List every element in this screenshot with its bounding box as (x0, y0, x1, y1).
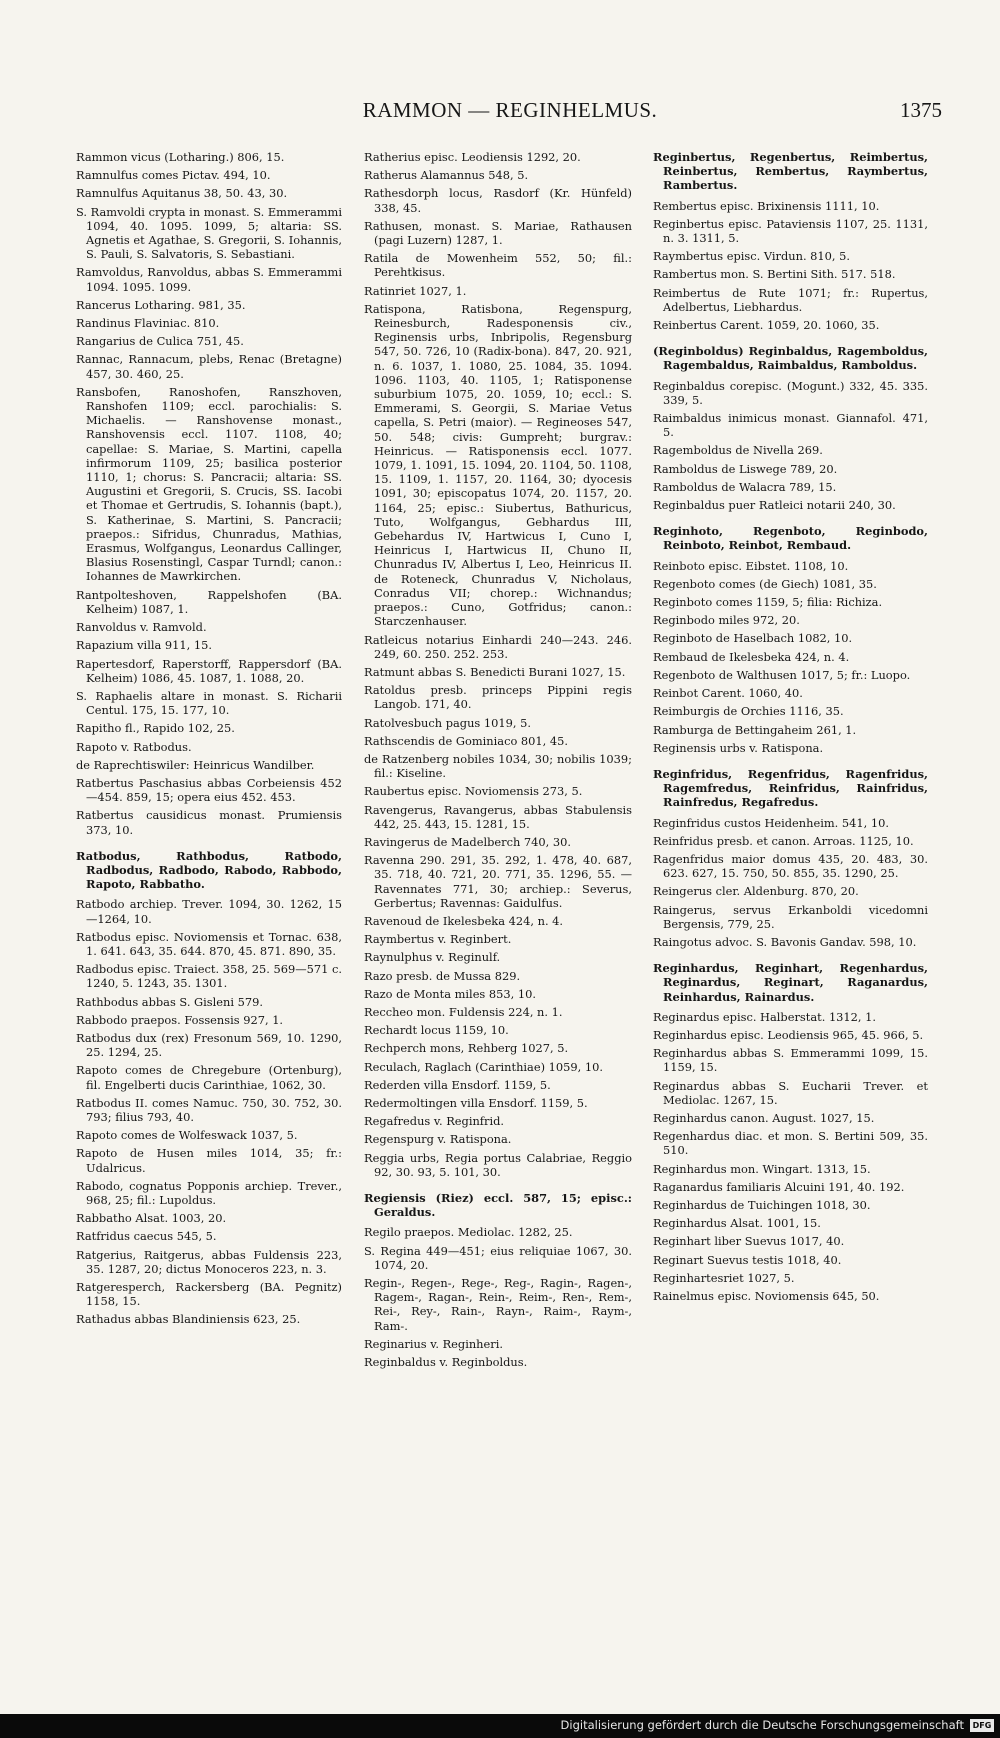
dfg-logo: DFG (970, 1719, 994, 1732)
index-entry: Reingerus cler. Aldenburg. 870, 20. (653, 884, 859, 899)
index-entry: Regilo praepos. Mediolac. 1282, 25. (364, 1225, 573, 1240)
index-entry: S. Ramvoldi crypta in monast. S. Emmerammi 1094, 40. 1095. 1099, 5; altaria: SS. Agnetis et Agathae, S. Gregorii, S. Iohannis, S. Pauli, S. Salvatoris, S. Sebastiani. (76, 204, 342, 262)
index-entry: Rapoto comes de Wolfeswack 1037, 5. (76, 1128, 298, 1143)
index-entry: Raingotus advoc. S. Bavonis Gandav. 598, 10. (653, 934, 917, 949)
index-entry: Regenspurg v. Ratispona. (364, 1132, 512, 1147)
index-entry: Ragenfridus maior domus 435, 20. 483, 30. 623. 627, 15. 750, 50. 855, 35. 1290, 25. (653, 851, 928, 881)
page-title: RAMMON — REGINHELMUS. (362, 98, 658, 122)
index-entry: Raymbertus v. Reginbert. (364, 932, 512, 947)
index-entry: Regenboto comes (de Giech) 1081, 35. (653, 576, 877, 591)
index-column-1 (76, 150, 342, 1700)
index-entry: Ratbertus Paschasius abbas Corbeiensis 452—454. 859, 15; opera eius 452. 453. (76, 775, 342, 805)
index-entry: S. Raphaelis altare in monast. S. Richarii Centul. 175, 15. 177, 10. (76, 688, 342, 718)
index-entry: Ratherius episc. Leodiensis 1292, 20. (364, 150, 581, 164)
index-entry: Rapoto comes de Chregebure (Ortenburg), fil. Engelberti ducis Carinthiae, 1062, 30. (76, 1063, 342, 1092)
index-entry: Reinbot Carent. 1060, 40. (653, 686, 803, 701)
index-entry: Reginhardus abbas S. Emmerammi 1099, 15. 1159, 15. (653, 1046, 928, 1075)
index-entry: Reginbertus, Regenbertus, Reimbertus, Reinbertus, Rembertus, Raymbertus, Rambertus. (653, 150, 928, 193)
index-entry: Ratoldus presb. princeps Pippini regis Langob. 171, 40. (364, 683, 632, 712)
index-entry: Regenboto de Walthusen 1017, 5; fr.: Luopo. (653, 667, 911, 682)
funding-credit: Digitalisierung gefördert durch die Deutsche Forschungsgemeinschaft (560, 1718, 964, 1732)
index-entry: Regafredus v. Reginfrid. (364, 1114, 505, 1129)
index-entry: de Ratzenberg nobiles 1034, 30; nobilis 1039; fil.: Kiseline. (364, 751, 632, 781)
index-entry: Reginfridus custos Heidenheim. 541, 10. (653, 815, 889, 830)
index-entry: Reginardus abbas S. Eucharii Trever. et Mediolac. 1267, 15. (653, 1078, 928, 1107)
index-entry: Reginhoto, Regenboto, Reginbodo, Reinboto, Reinbot, Rembaud. (653, 524, 928, 553)
index-entry: Reinboto episc. Eibstet. 1108, 10. (653, 558, 849, 573)
index-entry: Reginboto comes 1159, 5; filia: Richiza. (653, 595, 883, 610)
index-entry: Rapertesdorf, Raperstorff, Rappersdorf (BA. Kelheim) 1086, 45. 1087, 1. 1088, 20. (76, 656, 342, 685)
index-entry: Rabbatho Alsat. 1003, 20. (76, 1211, 227, 1226)
index-entry: Reginhardus de Tuichingen 1018, 30. (653, 1197, 871, 1212)
index-entry: Rapoto v. Ratbodus. (76, 739, 192, 754)
index-entry: Ratherus Alamannus 548, 5. (364, 168, 529, 183)
index-column-2 (364, 150, 632, 1700)
index-entry: Reginboto de Haselbach 1082, 10. (653, 631, 853, 646)
index-entry: Reinbertus Carent. 1059, 20. 1060, 35. (653, 318, 880, 333)
index-entry: Regenhardus diac. et mon. S. Bertini 509, 35. 510. (653, 1129, 928, 1158)
index-entry: Reginfridus, Regenfridus, Ragenfridus, Ragemfredus, Reinfridus, Rainfridus, Rainfredus, Regafredus. (653, 766, 928, 810)
index-entry: Ratila de Mowenheim 552, 50; fil.: Perehtkisus. (364, 251, 632, 280)
index-entry: Ratmunt abbas S. Benedicti Burani 1027, 15. (364, 664, 626, 679)
index-entry: Reccheo mon. Fuldensis 224, n. 1. (364, 1004, 563, 1019)
index-entry: Reginhardus episc. Leodiensis 965, 45. 966, 5. (653, 1027, 924, 1042)
index-entry: Radbodus episc. Traiect. 358, 25. 569—571 c. 1240, 5. 1243, 35. 1301. (76, 962, 342, 991)
index-entry: Raimbaldus inimicus monast. Giannafol. 471, 5. (653, 411, 928, 440)
index-entry: Ratbodus, Rathbodus, Ratbodo, Radbodus, Radbodo, Rabodo, Rabbodo, Rapoto, Rabbatho. (76, 848, 342, 892)
index-entry: Rathadus abbas Blandiniensis 623, 25. (76, 1312, 301, 1327)
index-entry: Ravingerus de Madelberch 740, 30. (364, 834, 572, 849)
index-column-3 (653, 150, 928, 1700)
index-entry: Regiensis (Riez) eccl. 587, 15; episc.: Geraldus. (364, 1191, 632, 1220)
index-entry: Rederden villa Ensdorf. 1159, 5. (364, 1077, 551, 1092)
index-entry: Regin-, Regen-, Rege-, Reg-, Ragin-, Ragen-, Ragem-, Ragan-, Rein-, Reim-, Ren-, Rem-, Rei-, Rey-, Rain-, Rayn-, Raim-, Raym-, Ram-. (364, 1276, 632, 1333)
index-entry: Razo de Monta miles 853, 10. (364, 986, 536, 1001)
index-entry: Reginhartesriet 1027, 5. (653, 1270, 795, 1285)
index-entry: Ratgerius, Raitgerus, abbas Fuldensis 223, 35. 1287, 20; dictus Monoceros 223, n. 3. (76, 1247, 342, 1276)
index-entry: Ravenoud de Ikelesbeka 424, n. 4. (364, 913, 564, 928)
index-entry: Reginbodo miles 972, 20. (653, 613, 800, 628)
index-entry: Ranvoldus v. Ramvold. (76, 620, 207, 635)
index-entry: Ratbodus dux (rex) Fresonum 569, 10. 1290, 25. 1294, 25. (76, 1030, 342, 1060)
index-entry: Rantpolteshoven, Rappelshofen (BA. Kelheim) 1087, 1. (76, 587, 342, 616)
index-entry: Ratbodus II. comes Namuc. 750, 30. 752, 30. 793; filius 793, 40. (76, 1095, 342, 1124)
page-number: 1375 (900, 98, 942, 122)
index-entry: Reginhardus mon. Wingart. 1313, 15. (653, 1161, 871, 1176)
index-entry: Ratleicus notarius Einhardi 240—243. 246. 249, 60. 250. 252. 253. (364, 632, 632, 661)
index-entry: Reinfridus presb. et canon. Arroas. 1125, 10. (653, 833, 914, 848)
index-entry: S. Regina 449—451; eius reliquiae 1067, 30. 1074, 20. (364, 1243, 632, 1272)
index-entry: Reginhart liber Suevus 1017, 40. (653, 1234, 845, 1249)
index-entry: Ratinriet 1027, 1. (364, 283, 467, 298)
index-entry: Rannac, Rannacum, plebs, Renac (Bretagne) 457, 30. 460, 25. (76, 352, 342, 381)
index-entry: Ratgeresperch, Rackersberg (BA. Pegnitz) 1158, 15. (76, 1280, 342, 1309)
index-entry: Rancerus Lotharing. 981, 35. (76, 297, 246, 312)
index-entry: Ratolvesbuch pagus 1019, 5. (364, 715, 531, 730)
index-entry: Reimbertus de Rute 1071; fr.: Rupertus, Adelbertus, Liebhardus. (653, 285, 928, 314)
index-entry: Ramburga de Bettingaheim 261, 1. (653, 722, 857, 737)
index-entry: Razo presb. de Mussa 829. (364, 968, 521, 983)
index-entry: Reginensis urbs v. Ratispona. (653, 740, 824, 755)
index-entry: Reculach, Raglach (Carinthiae) 1059, 10. (364, 1059, 603, 1074)
index-entry: Ramboldus de Liswege 789, 20. (653, 461, 838, 476)
index-entry: Ransbofen, Ranoshofen, Ranszhoven, Ranshofen 1109; eccl. parochialis: S. Michaelis. — Ranshovense monast., Ranshovensis eccl. 1107. 1108, 40; capellae: S. Mariae, S. Martini, capella infirmorum 1109, 25; basilica posterior 1110, 1; chorus: S. Pancracii; altaria: SS. Augustini et Gregorii, S. Crucis, SS. Iacobi et Thomae et Gertrudis, S. Iohannis (bapt.), S. Katherinae, S. Martini, S. Pancracii; praepos.: Sifridus, Chunradus, Mathias, Erasmus, Wolfgangus, Leonardus Callinger, Blasius Rosenstingl, Caspar Turndl; canon.: Iohannes de Mawrkirchen. (76, 384, 342, 584)
index-entry: Reginhardus canon. August. 1027, 15. (653, 1110, 875, 1125)
index-entry: Rapitho fl., Rapido 102, 25. (76, 721, 235, 736)
index-entry: Rechardt locus 1159, 10. (364, 1023, 509, 1038)
index-entry: Rathscendis de Gominiaco 801, 45. (364, 733, 569, 748)
index-entry: Ratbodo archiep. Trever. 1094, 30. 1262, 15—1264, 10. (76, 897, 342, 926)
index-entry: Randinus Flaviniac. 810. (76, 316, 220, 331)
index-entry: Reginbaldus corepisc. (Mogunt.) 332, 45. 335. 339, 5. (653, 378, 928, 407)
index-entry: Ramnulfus comes Pictav. 494, 10. (76, 168, 271, 183)
index-entry: Redermoltingen villa Ensdorf. 1159, 5. (364, 1095, 588, 1110)
index-entry: Ramvoldus, Ranvoldus, abbas S. Emmerammi 1094. 1095. 1099. (76, 265, 342, 294)
index-entry: Ravengerus, Ravangerus, abbas Stabulensis 442, 25. 443, 15. 1281, 15. (364, 802, 632, 831)
index-entry: Rammon vicus (Lotharing.) 806, 15. (76, 150, 285, 164)
index-entry: Reginarius v. Reginheri. (364, 1336, 503, 1351)
index-entry: Rainelmus episc. Noviomensis 645, 50. (653, 1289, 880, 1303)
index-entry: Rangarius de Culica 751, 45. (76, 334, 244, 349)
index-entry: Rathusen, monast. S. Mariae, Rathausen (pagi Luzern) 1287, 1. (364, 218, 632, 248)
index-entry: Reginardus episc. Halberstat. 1312, 1. (653, 1009, 877, 1024)
index-entry: de Raprechtiswiler: Heinricus Wandilber. (76, 757, 315, 772)
index-entry: Raingerus, servus Erkanboldi vicedomni Bergensis, 779, 25. (653, 902, 928, 931)
index-entry: Raymbertus episc. Virdun. 810, 5. (653, 249, 851, 264)
index-entry: Ragemboldus de Nivella 269. (653, 443, 823, 458)
index-entry: (Reginboldus) Reginbaldus, Ragemboldus, Ragembaldus, Raimbaldus, Ramboldus. (653, 344, 928, 373)
index-entry: Rambertus mon. S. Bertini Sith. 517. 518. (653, 267, 896, 282)
index-entry: Rembaud de Ikelesbeka 424, n. 4. (653, 649, 850, 664)
index-entry: Reggia urbs, Regia portus Calabriae, Reggio 92, 30. 93, 5. 101, 30. (364, 1150, 632, 1179)
footer-bar (0, 1714, 1000, 1738)
index-entry: Ramnulfus Aquitanus 38, 50. 43, 30. (76, 186, 288, 201)
index-entry: Reginart Suevus testis 1018, 40. (653, 1252, 842, 1267)
index-entry: Reginbertus episc. Pataviensis 1107, 25. 1131, n. 3. 1311, 5. (653, 216, 928, 246)
index-entry: Raynulphus v. Reginulf. (364, 950, 501, 965)
index-entry: Ravenna 290. 291, 35. 292, 1. 478, 40. 687, 35. 718, 40. 721, 20. 771, 35. 1296, 55. — Ravennates 771, 30; archiep.: Severus, Gerbertus; Ravennas: Gaidulfus. (364, 853, 632, 910)
index-entry: Ratbertus causidicus monast. Prumiensis 373, 10. (76, 808, 342, 837)
index-entry: Rembertus episc. Brixinensis 1111, 10. (653, 198, 880, 213)
index-entry: Rabodo, cognatus Popponis archiep. Trever., 968, 25; fil.: Lupoldus. (76, 1178, 342, 1207)
index-entry: Reginbaldus v. Reginboldus. (364, 1355, 528, 1370)
index-entry: Rechperch mons, Rehberg 1027, 5. (364, 1041, 569, 1056)
index-entry: Raganardus familiaris Alcuini 191, 40. 192. (653, 1179, 905, 1194)
index-entry: Reginbaldus puer Ratleici notarii 240, 30. (653, 498, 896, 513)
index-entry: Rapazium villa 911, 15. (76, 638, 212, 653)
index-entry: Ratfridus caecus 545, 5. (76, 1229, 217, 1244)
index-entry: Ramboldus de Walacra 789, 15. (653, 479, 837, 494)
index-entry: Ratispona, Ratisbona, Regenspurg, Reinesburch, Radesponensis civ., Reginensis urbs, Inbripolis, Regensburg 547, 50. 726, 10 (Radix-bona). 847, 20. 921, n. 6. 1037, 1. 1080, 25. 1084, 35. 1094. 1096. 1103, 40. 1105, 1; Ratisponense suburbium 1075, 20. 1059, 10; eccl.: S. Emmerami, S. Georgii, S. Mariae Vetus capella, S. Petri (maior). — Regineoses 547, 50. 548; civis: Gumpreht; burgrav.: Heinricus. — Ratisponensis eccl. 1077. 1079, 1. 1091, 15. 1094, 20. 1104, 50. 1108, 15. 1109, 1. 1157, 20. 1164, 30; dyocesis 1091, 30; episcopatus 1074, 20. 1157, 20. 1164, 25; episc.: Siubertus, Bathuricus, Tuto, Wolfgangus, Gebhardus III, Gebehardus IV, Hartwicus I, Cuno I, Heinricus I, Hartwicus II, Chuno II, Chunradus IV, Albertus I, Leo, Heinricus II. de Roteneck, Chunradus V, Nicholaus, Conradus VII; chorep.: Wichnandus; praepos.: Cuno, Gotfridus; canon.: Starczenhauser. (364, 301, 632, 629)
index-entry: Ratbodus episc. Noviomensis et Tornac. 638, 1. 641. 643, 35. 644. 870, 45. 871. 890, 35. (76, 929, 342, 958)
page-header (78, 98, 942, 134)
index-entry: Rathesdorph locus, Rasdorf (Kr. Hünfeld) 338, 45. (364, 186, 632, 215)
index-entry: Reginhardus, Reginhart, Regenhardus, Reginardus, Reginart, Raganardus, Reinhardus, Rainardus. (653, 961, 928, 1004)
index-entry: Reimburgis de Orchies 1116, 35. (653, 704, 844, 719)
index-entry: Raubertus episc. Noviomensis 273, 5. (364, 784, 583, 799)
index-entry: Rabbodo praepos. Fossensis 927, 1. (76, 1012, 284, 1027)
index-entry: Reginhardus Alsat. 1001, 15. (653, 1216, 821, 1231)
index-entry: Rathbodus abbas S. Gisleni 579. (76, 994, 263, 1009)
index-entry: Rapoto de Husen miles 1014, 35; fr.: Udalricus. (76, 1146, 342, 1175)
